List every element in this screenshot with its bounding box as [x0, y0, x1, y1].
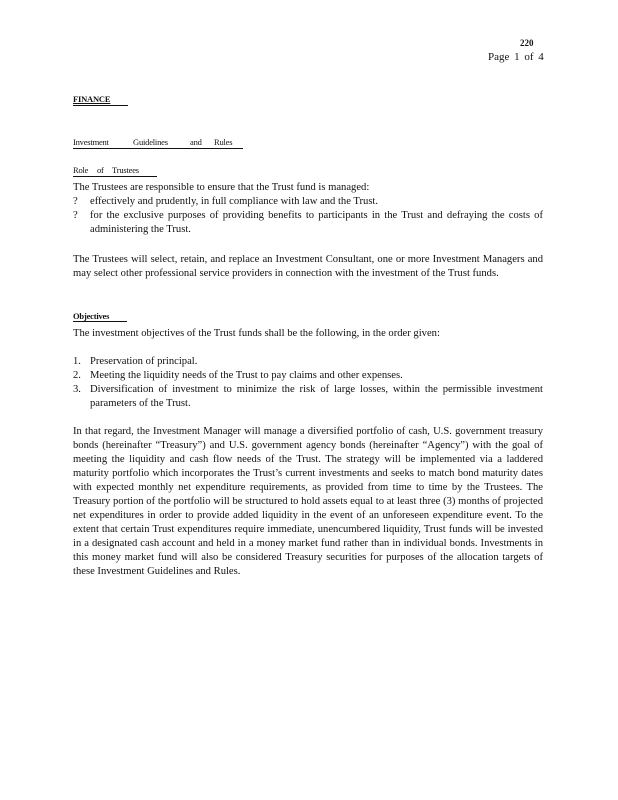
role-heading-word-role: Role [73, 165, 89, 175]
bullet-text: for the exclusive purposes of providing benefits to participants in the Trust and defraying the costs of administering the Trust. [90, 210, 543, 235]
bullet-marker: ? [73, 210, 78, 221]
role-paragraph: The Trustees will select, retain, and replace an Investment Consultant, one or more Investment Managers and may select other professional service providers in connection with the investment of the Trust funds. [73, 254, 543, 279]
role-heading-word-trustees: Trustees [112, 165, 139, 175]
finance-heading-underline [73, 105, 128, 106]
objectives-heading-underline [73, 321, 127, 322]
objectives-intro: The investment objectives of the Trust funds shall be the following, in the order given: [73, 328, 440, 339]
bullet-marker: ? [73, 196, 78, 207]
list-number: 2. [73, 370, 81, 381]
list-item [73, 209, 543, 237]
list-text: Meeting the liquidity needs of the Trust to pay claims and other expenses. [90, 370, 403, 381]
role-bullet-list [73, 195, 543, 237]
objectives-list [73, 355, 543, 411]
list-number: 3. [73, 384, 81, 395]
role-heading-underline [73, 176, 157, 177]
list-text: Diversification of investment to minimize the risk of large losses, within the permissible investment parameters of the Trust. [90, 384, 543, 409]
bullet-text: effectively and prudently, in full compliance with law and the Trust. [90, 196, 379, 207]
list-number: 1. [73, 356, 81, 367]
section-title-word-guidelines: Guidelines [133, 137, 168, 147]
document-number: 220 [520, 38, 534, 48]
objectives-heading: Objectives [73, 311, 110, 321]
section-title-word-and: and [190, 137, 202, 147]
section-title-word-rules: Rules [214, 137, 233, 147]
list-item [73, 355, 543, 369]
role-intro: The Trustees are responsible to ensure that the Trust fund is managed: [73, 182, 370, 193]
list-text: Preservation of principal. [90, 356, 198, 367]
finance-heading: FINANCE [73, 94, 111, 104]
page-indicator: Page 1 of 4 [488, 51, 544, 63]
objectives-paragraph: In that regard, the Investment Manager will manage a diversified portfolio of cash, U.S. government treasury bonds (hereinafter “Treasury”) and U.S. government agency bonds (hereinafter “Agency”) with the goal of meeting the liquidity and cash flow needs of the Trust. The strategy will be implemented via a laddered maturity portfolio which incorporates the Trust’s current investments and seeks to match bond maturity dates with expected monthly net expenditure requirements, as provided from time to time by the Trustees. The Treasury portion of the portfolio will be structured to hold assets equal to at least three (3) months of projected net expenditures in order to provide added liquidity in the event of an unforeseen expenditure event. To the extent that certain Trust expenditures require immediate, unencumbered liquidity, Trust funds will be invested in a designated cash account and held in a money market fund rather than in individual bonds. Investments in this money market fund will also be considered Treasury securities for purposes of the allocation targets of these Investment Guidelines and Rules. [73, 426, 543, 577]
list-item [73, 383, 543, 411]
list-item [73, 369, 543, 383]
role-heading-word-of: of [97, 165, 104, 175]
section-title-word-investment: Investment [73, 137, 109, 147]
list-item [73, 195, 543, 209]
section-title-underline [73, 148, 243, 149]
